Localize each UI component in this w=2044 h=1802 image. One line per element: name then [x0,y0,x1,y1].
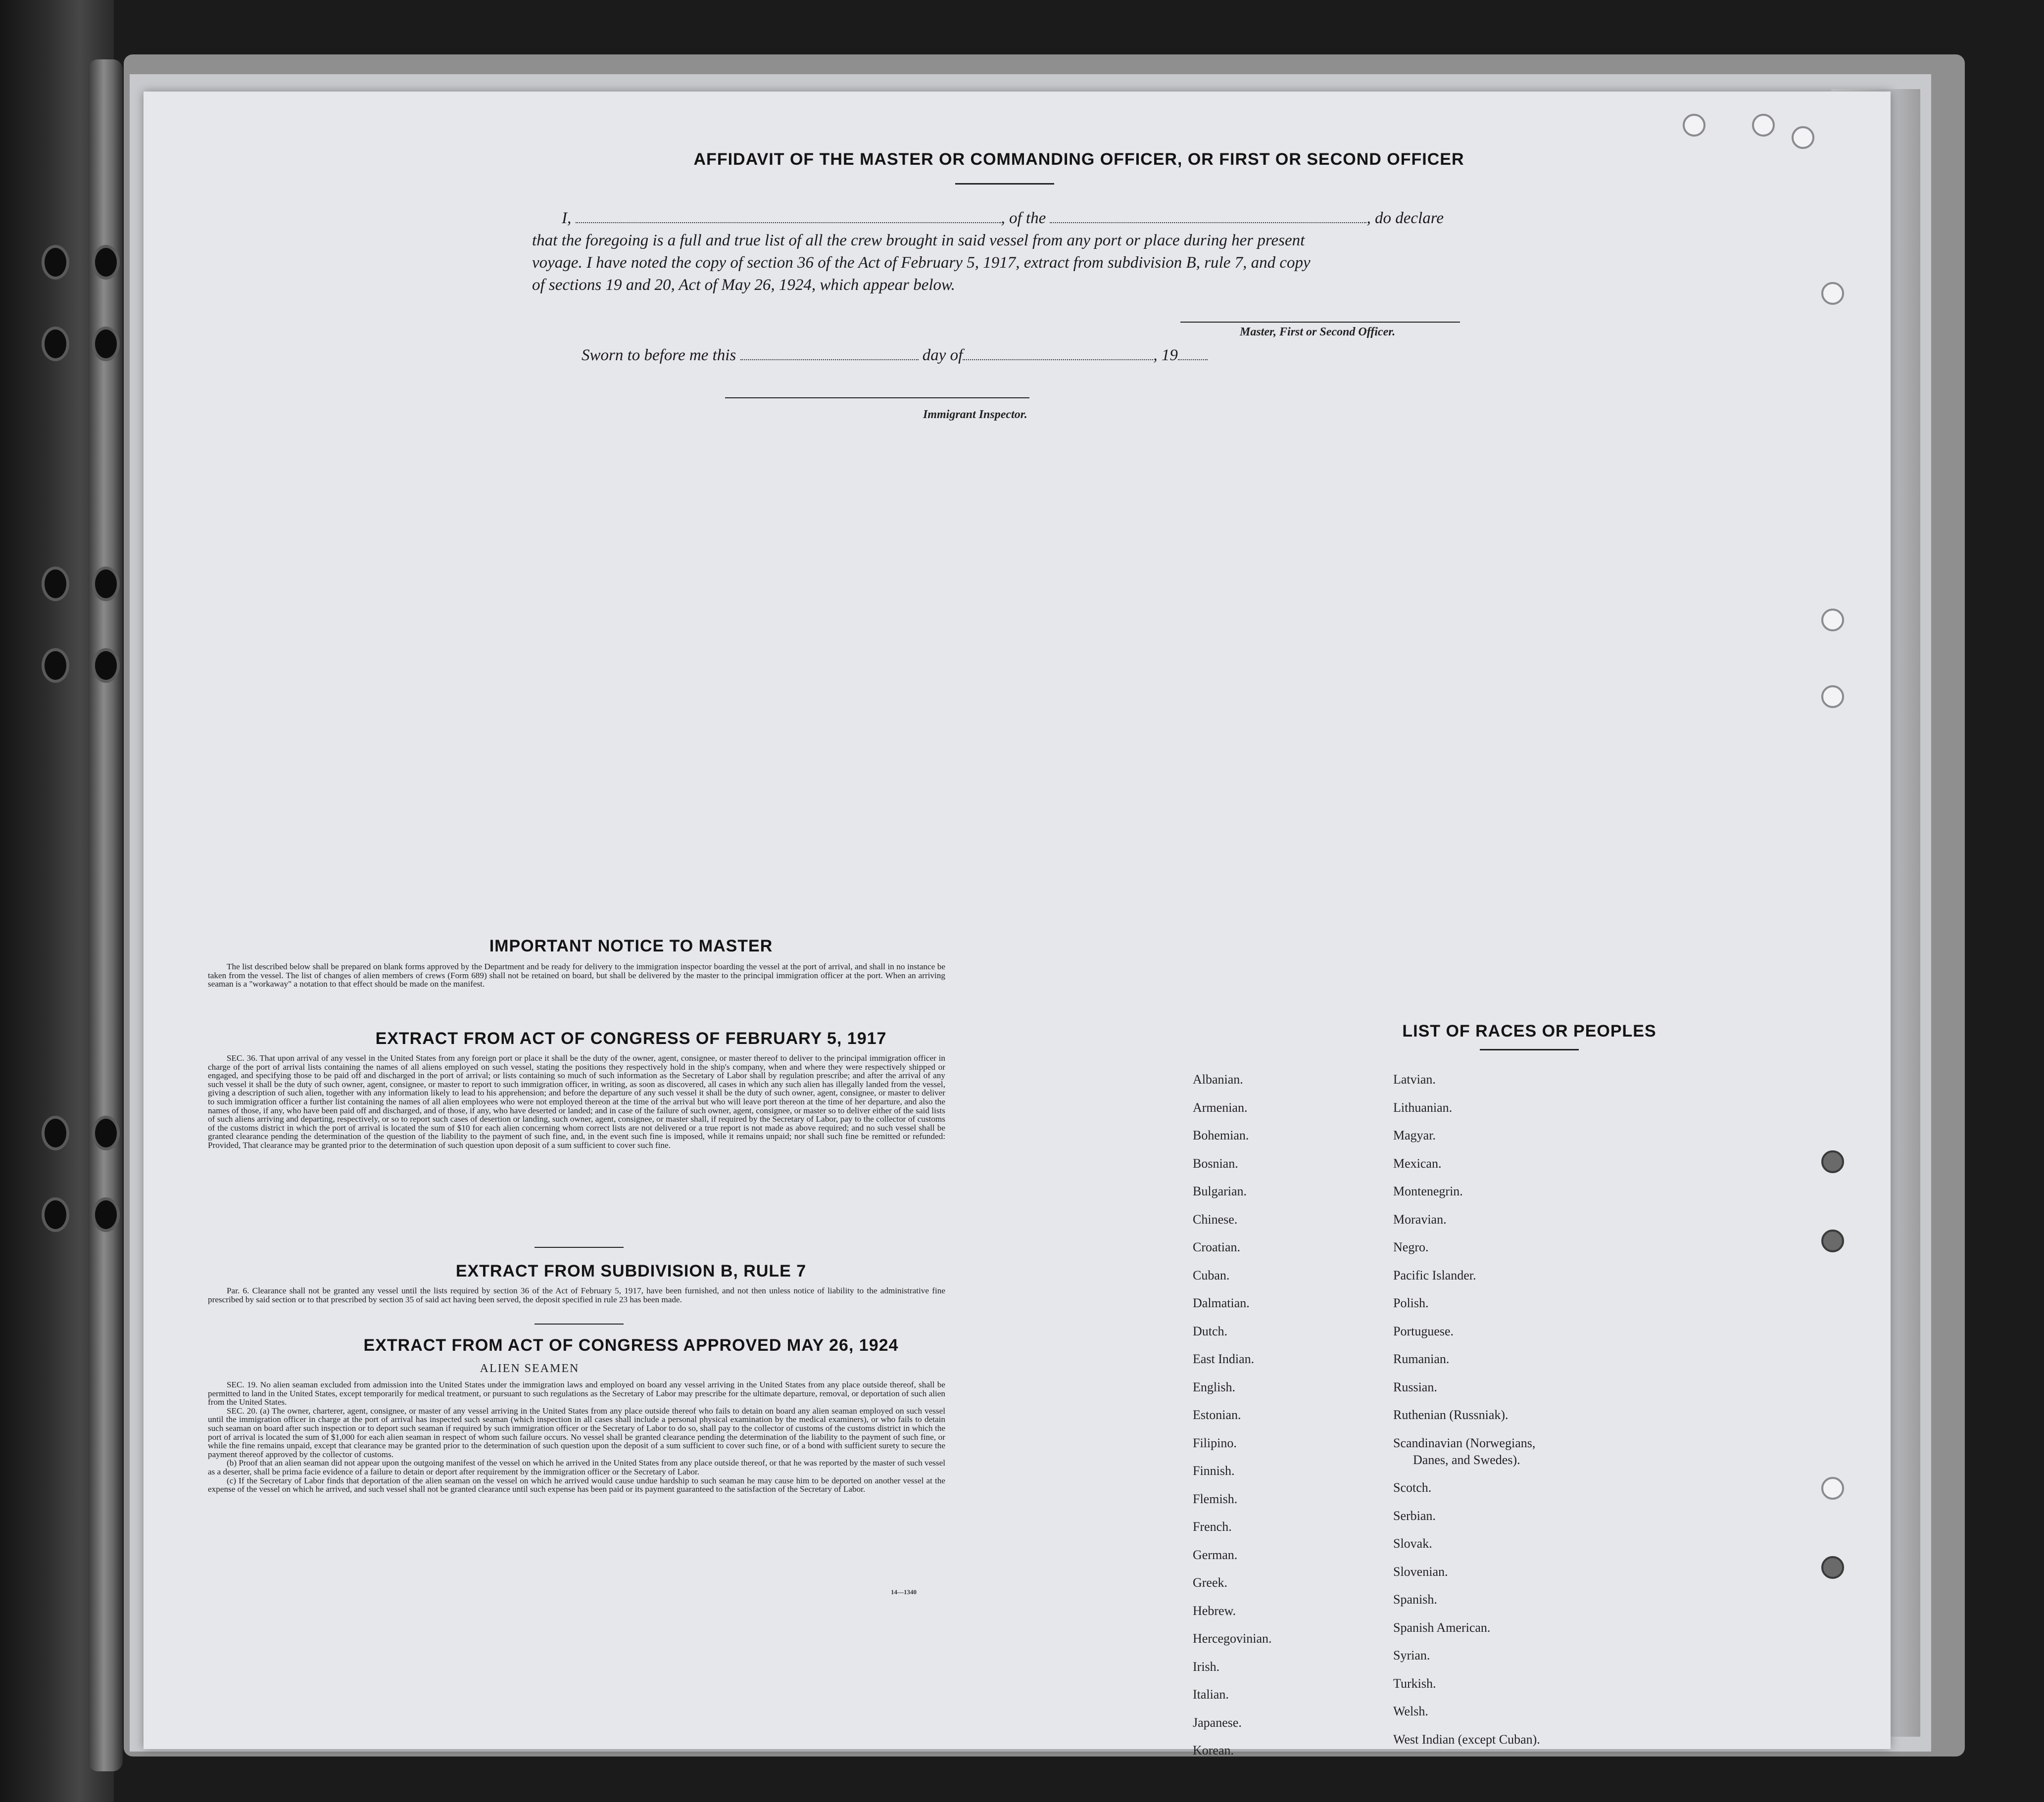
race-item: Portuguese. [1393,1324,1454,1338]
binder-ring [42,327,69,361]
race-item: Slovenian. [1393,1564,1448,1579]
sworn-year-blank[interactable] [1178,359,1208,360]
race-item: Dutch. [1193,1324,1228,1338]
race-item: Bosnian. [1193,1156,1238,1171]
race-item: Spanish. [1393,1592,1437,1607]
race-item: Cuban. [1193,1268,1230,1282]
race-item: Bulgarian. [1193,1184,1247,1198]
race-item: Montenegrin. [1393,1184,1463,1198]
name-blank[interactable] [576,222,1001,223]
sworn-text: Sworn to before me this [582,346,736,364]
sworn-day-blank[interactable] [740,359,919,360]
extract-1924-title: EXTRACT FROM ACT OF CONGRESS APPROVED MAY 26, 1924 [363,1336,899,1355]
binder-ring [42,567,69,601]
punch-hole [1752,114,1775,137]
race-item: Greek. [1193,1575,1228,1590]
binder-ring [92,648,120,683]
binder-ring [92,1116,120,1150]
race-item: Serbian. [1393,1508,1436,1523]
declaration-of-the: , of the [1001,209,1046,227]
race-item: Slovak. [1393,1536,1432,1551]
race-item: Irish. [1193,1659,1220,1674]
race-item: French. [1193,1519,1232,1534]
race-item: Syrian. [1393,1648,1430,1662]
master-caption: Master, First or Second Officer. [1240,326,1396,338]
binder-rail [88,59,123,1771]
vessel-blank[interactable] [1050,222,1366,223]
race-item: Japanese. [1193,1715,1242,1730]
race-item: Polish. [1393,1296,1429,1310]
race-item: Korean. [1193,1743,1234,1757]
race-item: Armenian. [1193,1100,1248,1115]
race-item: Lithuanian. [1393,1100,1453,1115]
declaration-line-2: that the foregoing is a full and true list of all the crew brought in said vessel from any port or place during her present [532,232,1305,249]
race-item: German. [1193,1547,1238,1562]
punch-hole [1792,126,1814,149]
document-page [144,92,1891,1757]
punch-hole [1821,1150,1844,1173]
punch-hole [1683,114,1705,137]
race-item: Turkish. [1393,1676,1436,1691]
race-item: Scandinavian (Norwegians, [1393,1435,1536,1450]
binder-ring [42,1197,69,1232]
binder-ring [92,567,120,601]
race-item: Finnish. [1193,1464,1235,1478]
race-item: Flemish. [1193,1491,1238,1506]
sec-20b-text: (b) Proof that an alien seaman did not appear upon the outgoing manifest of the vessel on which he arrived in the United States from any place outside thereof, or that he was reported by the master of such vessel as a deserter, shall be prima facie evidence of a failure to detain or deport after requirement by the immigration officer or the Secretary of Labor. [208,1458,945,1476]
punch-hole [1821,282,1844,305]
race-item: Pacific Islander. [1393,1268,1476,1282]
race-item: Welsh. [1393,1704,1428,1718]
punch-hole [1821,1477,1844,1500]
declaration-i: I, [562,209,572,227]
race-item: Bohemian. [1193,1128,1249,1142]
race-item: Scotch. [1393,1480,1432,1495]
affidavit-title: AFFIDAVIT OF THE MASTER OR COMMANDING OFFICER, OR FIRST OR SECOND OFFICER [693,150,1464,169]
races-title: LIST OF RACES OR PEOPLES [1402,1022,1656,1041]
sec-20c-text: (c) If the Secretary of Labor finds that deportation of the alien seaman on the vessel on which he arrived would cause undue hardship to such seaman he may cause him to be deported on another vessel at the expense of the vessel on which he arrived, and such vessel shall not be granted clearance until such expense has been paid or its payment guaranteed to the satisfaction of the Secretary of Labor. [208,1475,945,1494]
sec-20a-text: SEC. 20. (a) The owner, charterer, agent, consignee, or master of any vessel arriving in the United States from any place outside thereof who fails to detain on board any alien seaman employed on such vessel until the immigration officer in charge at the port of arrival has inspected such seaman (which inspection in all cases shall include a personal physical examination by the medical examiners), or who fails to detain such seaman on board after such inspection or to deport such seaman if required by such immigration officer or the Secretary of Labor to do so, shall pay to the collector of customs of the customs district in which the port of arrival is located the sum of $1,000 for each alien seaman in respect of whom such failure occurs. No vessel shall be granted clearance pending the determination of the liability to the payment of such fine, or while the fine remains unpaid, except that clearance may be granted prior to the determination of such question upon the deposit of a sum sufficient to cover such fine, or of a bond with sufficient surety to secure the payment thereof approved by the collector of customs. [208,1406,945,1459]
race-item: Albanian. [1193,1072,1243,1087]
race-item: Mexican. [1393,1156,1442,1171]
punch-hole [1821,609,1844,631]
race-item: Dalmatian. [1193,1296,1250,1310]
declaration-line-1 [562,209,1444,228]
notice-body: The list described below shall be prepared on blank forms approved by the Department and be ready for delivery to the immigration inspector boarding the vessel at the port of arrival, and shall in no instance be taken from the vessel. The list of changes of alien members of crews (Form 689) shall not be retained on board, but shall be delivered by the master to the principal immigration officer at the port. When an arriving seaman is a "workaway" a notation to that effect should be made on the manifest. [208,962,945,989]
race-item: Hebrew. [1193,1603,1236,1618]
race-item: Hercegovinian. [1193,1631,1272,1646]
notice-title: IMPORTANT NOTICE TO MASTER [489,937,773,955]
race-item: Ruthenian (Russniak). [1393,1408,1509,1422]
race-item: Italian. [1193,1687,1229,1702]
race-item: East Indian. [1193,1352,1255,1366]
extract-1917-body: SEC. 36. That upon arrival of any vessel in the United States from any foreign port or place it shall be the duty of the owner, agent, consignee, or master thereof to deliver to the principal immigration officer in charge of the port of arrival lists containing the names of all aliens employed on such vessel, stating the positions they respectively hold in the ship's company, when and where they were respectively shipped or engaged, and specifying those to be paid off and discharged in the port of arrival; or lists containing so much of such information as the Secretary of Labor shall by regulation prescribe; and after the arrival of any such vessel it shall be the duty of such owner, agent, consignee, or master to report to such immigration officer, in writing, as soon as discovered, all cases in which any such alien has illegally landed from the vessel, giving a description of such alien, together with any information likely to lead to his apprehension; and before the departure of any such vessel it shall be the duty of such owner, agent, consignee, or master to deliver to such immigration officer a further list containing the names of all alien employees who were not employed thereon at the time of the arrival but who will leave port thereon at the time of her departure, and also the names of those, if any, who have been paid off and discharged, and of those, if any, who have deserted or landed; and in case of the failure of such owner, agent, consignee, or master so to deliver either of the said lists of such aliens arriving and departing, respectively, or so to report such cases of desertion or landing, such owner, agent, consignee, or master shall, if required by the Secretary of Labor, pay to the collector of customs of the customs district in which the port of arrival is located the sum of $10 for each alien concerning whom correct lists are not delivered or a true report is not made as above required; and no such vessel shall be granted clearance pending the determination of the question of the liability to the payment of such fine, and, in the event such fine is imposed, while it remains unpaid; nor shall such fine be remitted or refunded: Provided, That clearance may be granted prior to the determination of such question upon deposit of a sum sufficient to cover such fine. [208,1053,945,1150]
race-item: Danes, and Swedes). [1413,1452,1520,1467]
binder-ring [42,648,69,683]
punch-hole [1821,1556,1844,1579]
declaration-line-3: voyage. I have noted the copy of section 36 of the Act of February 5, 1917, extract from subdivision B, rule 7, and copy [532,254,1311,272]
binder-ring [42,1116,69,1150]
race-item: West Indian (except Cuban). [1393,1732,1540,1747]
race-item: Croatian. [1193,1240,1241,1254]
race-item: Spanish American. [1393,1620,1491,1635]
race-item: Russian. [1393,1379,1437,1394]
race-item: Magyar. [1393,1128,1436,1142]
race-item: Filipino. [1193,1435,1237,1450]
declaration-line-4: of sections 19 and 20, Act of May 26, 1924, which appear below. [532,276,955,294]
sworn-day-of: day of [922,346,963,364]
punch-hole [1821,685,1844,708]
title-rule [955,183,1054,185]
race-item: Negro. [1393,1240,1429,1254]
races-rule [1480,1049,1579,1050]
declaration-declare: , do declare [1366,209,1444,227]
section-rule [535,1247,624,1248]
binder-ring [92,327,120,361]
form-number: 14—1340 [891,1588,917,1596]
binder-ring [42,245,69,280]
race-item: Chinese. [1193,1212,1238,1227]
alien-seamen-subtitle: ALIEN SEAMEN [480,1362,580,1375]
binder-ring [92,245,120,280]
inspector-signature-line[interactable] [725,397,1029,398]
sec-19-text: SEC. 19. No alien seaman excluded from admission into the United States under the immigration laws and employed on board any vessel arriving in the United States from any place outside thereof, shall be permitted to land in the United States, except temporarily for medical treatment, or pursuant to such regulations as the Secretary of Labor may prescribe for the ultimate departure, removal, or deportation of such alien from the United States. [208,1380,945,1407]
extract-1924-body [208,1380,945,1494]
race-item: Latvian. [1393,1072,1436,1087]
inspector-caption: Immigrant Inspector. [923,408,1027,421]
sworn-line [582,346,1208,365]
race-item: Estonian. [1193,1408,1241,1422]
binder-ring [92,1197,120,1232]
race-item: Rumanian. [1393,1352,1450,1366]
sworn-year-prefix: , 19 [1153,346,1178,364]
extract-rule7-title: EXTRACT FROM SUBDIVISION B, RULE 7 [455,1262,807,1280]
race-item: Moravian. [1393,1212,1447,1227]
race-item: English. [1193,1379,1235,1394]
master-signature-line[interactable] [1180,322,1460,323]
punch-hole [1821,1230,1844,1252]
extract-1917-title: EXTRACT FROM ACT OF CONGRESS OF FEBRUARY 5, 1917 [375,1029,887,1048]
extract-rule7-body: Par. 6. Clearance shall not be granted any vessel until the lists required by section 36 of the Act of February 5, 1917, have been furnished, and not then unless notice of liability to the administrative fine prescribed by said section or to that prescribed by section 35 of said act having been served, the deposit specified in rule 23 has been made. [208,1286,945,1304]
sworn-month-blank[interactable] [963,359,1153,360]
section-rule [535,1324,624,1325]
